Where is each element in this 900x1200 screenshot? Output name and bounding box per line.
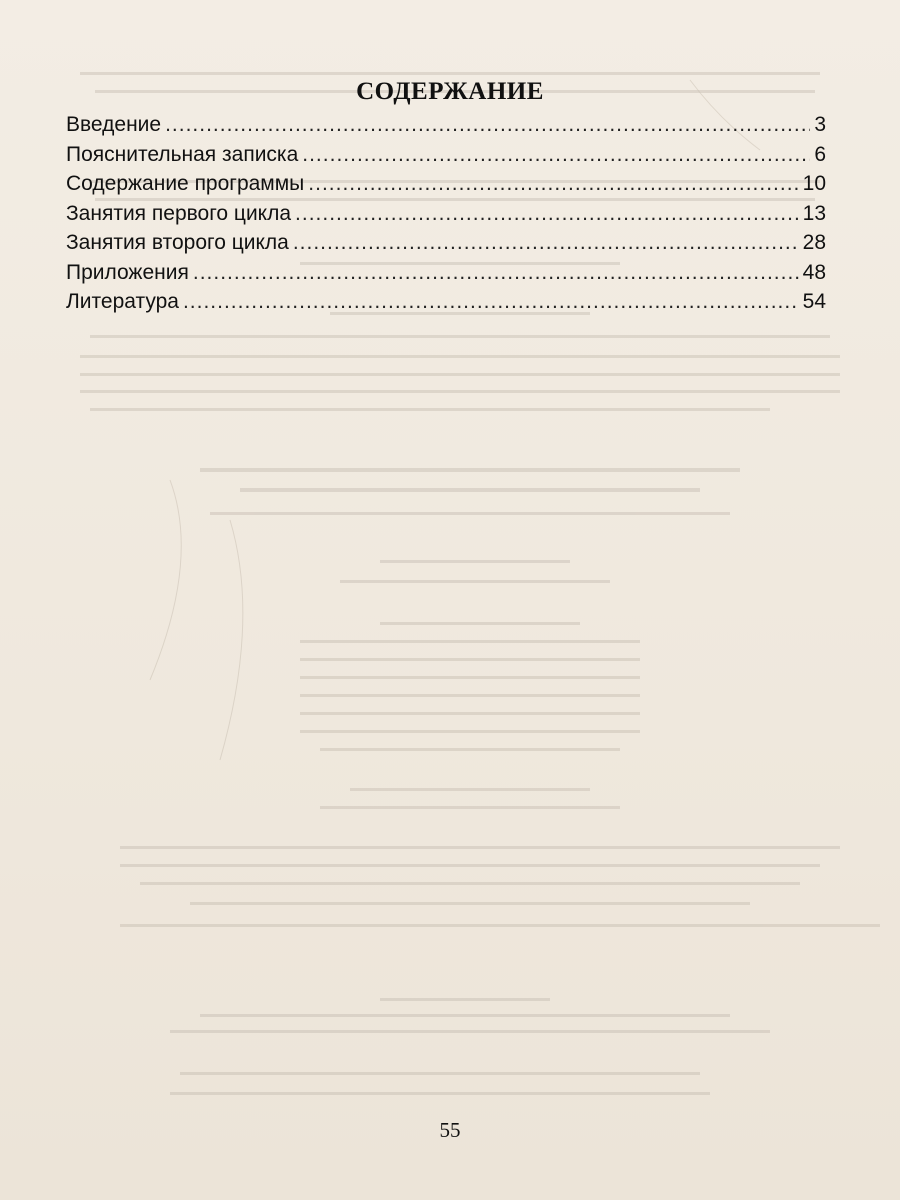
toc-entry xyxy=(66,258,826,288)
toc-entry xyxy=(66,169,826,199)
table-of-contents xyxy=(66,110,826,317)
toc-entry-label: Приложения xyxy=(66,260,189,284)
toc-entry-page: 13 xyxy=(802,201,826,225)
toc-dot-leader xyxy=(165,110,810,140)
toc-dot-leader xyxy=(295,199,799,229)
toc-entry-label: Занятия первого цикла xyxy=(66,201,292,225)
toc-dot-leader xyxy=(293,228,799,258)
toc-entry xyxy=(66,199,826,229)
toc-entry-page: 10 xyxy=(802,172,826,195)
toc-entry-page: 48 xyxy=(802,260,826,284)
toc-entry-page: 6 xyxy=(814,142,826,166)
toc-entry xyxy=(66,140,826,170)
toc-dot-leader xyxy=(183,287,799,317)
toc-entry-label: Введение xyxy=(66,113,162,136)
toc-entry xyxy=(66,110,826,140)
page-number: 55 xyxy=(439,1118,461,1142)
toc-entry-label: Содержание программы xyxy=(66,172,305,195)
toc-dot-leader xyxy=(308,169,798,199)
toc-dot-leader xyxy=(302,140,810,170)
toc-entry-page: 3 xyxy=(814,113,826,136)
toc-entry-label: Литература xyxy=(66,290,179,313)
toc-entry-page: 28 xyxy=(802,231,826,254)
toc-entry-page: 54 xyxy=(802,290,826,313)
toc-dot-leader xyxy=(193,258,799,288)
toc-entry xyxy=(66,287,826,317)
toc-entry xyxy=(66,228,826,258)
page-title: СОДЕРЖАНИЕ xyxy=(356,78,544,105)
toc-entry-label: Занятия второго цикла xyxy=(66,231,289,254)
toc-entry-label: Пояснительная записка xyxy=(66,142,299,166)
